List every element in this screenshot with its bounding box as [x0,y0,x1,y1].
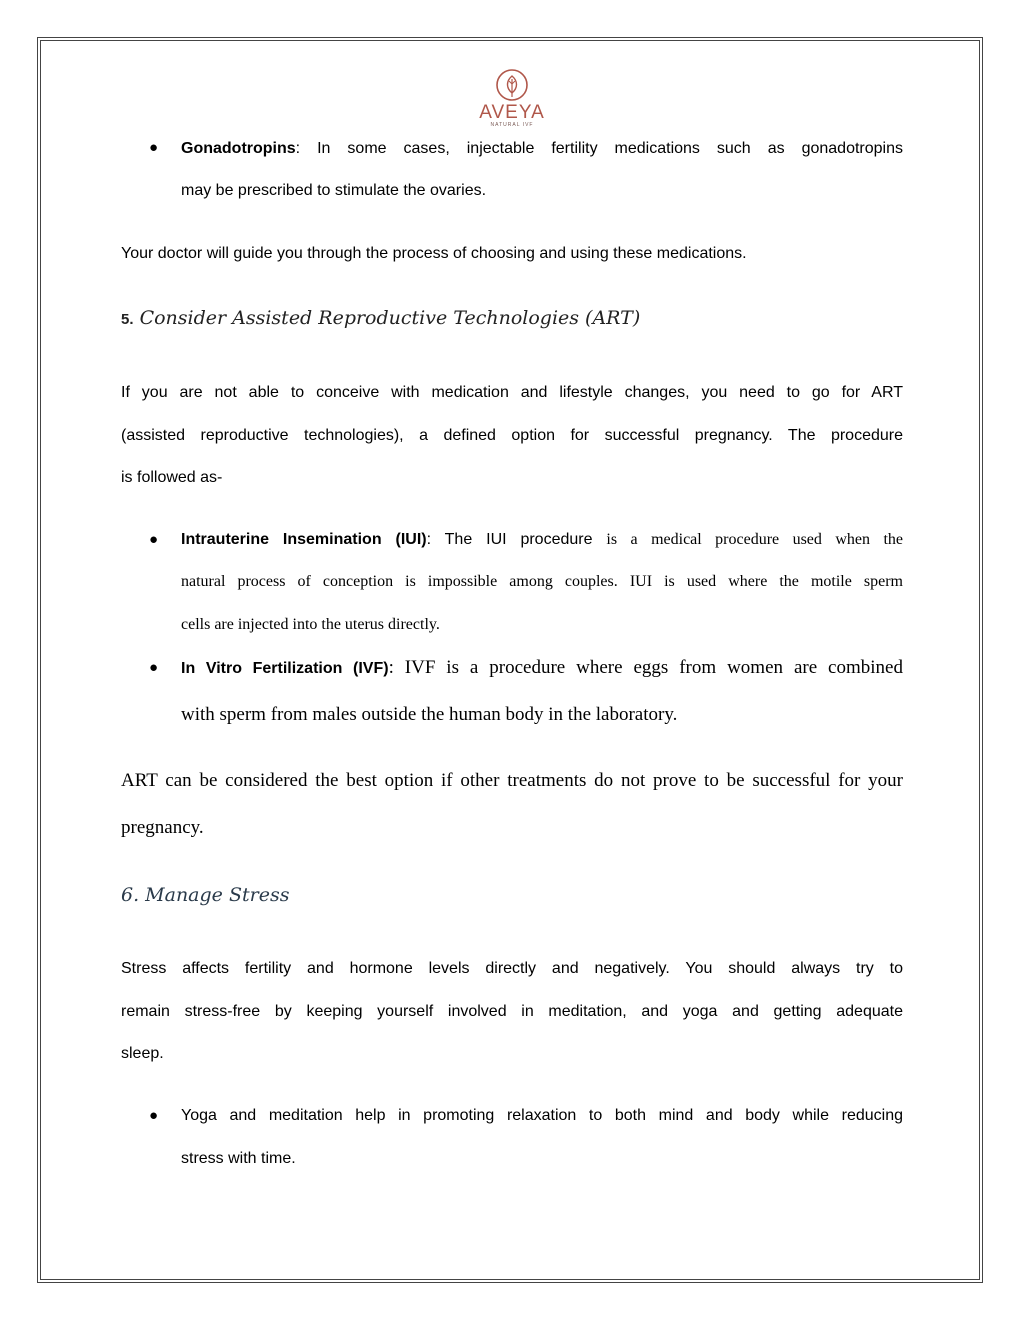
iui-serif-part: is a medical procedure used when the [606,531,904,548]
bullet-gonadotropins: ● [149,139,159,156]
bullet-iui: ● [149,531,159,548]
doctor-note: Your doctor will guide you through the process of choosing and using these medications. [121,245,747,262]
art-note-line-1: ART can be considered the best option if other treatments do not prove to be successful for your [121,770,903,791]
section-6-para-line-3: sleep. [121,1045,164,1062]
section-6-heading: 6. Manage Stress [121,884,290,906]
aveya-logo [470,68,554,130]
section-6-para-line-1: Stress affects fertility and hormone levels directly and negatively. You should always try to [121,960,903,977]
art-note-line-2: pregnancy. [121,817,204,838]
section-5-para-line-1: If you are not able to conceive with medication and lifestyle changes, you need to go for ART [121,384,903,401]
leaf-circle-icon [495,68,529,102]
section-5-para-line-3: is followed as- [121,469,223,486]
section-5-title: Consider Assisted Reproductive Technologies (ART) [139,307,641,329]
iui-line-1 [181,531,903,549]
iui-term: Intrauterine Insemination (IUI) [181,531,427,548]
ivf-text: : IVF is a procedure where eggs from women are combined [388,657,903,678]
bullet-ivf: ● [149,659,159,676]
gonadotropins-line-2: may be prescribed to stimulate the ovaries. [181,182,487,199]
section-5-para-line-2: (assisted reproductive technologies), a defined option for successful pregnancy. The procedure [121,427,903,444]
logo-tagline: NATURAL IVF [490,122,534,128]
ivf-line-1 [181,657,903,679]
yoga-line-1: Yoga and meditation help in promoting relaxation to both mind and body while reducing [181,1107,903,1124]
logo-brand: AVEYA [479,102,545,123]
section-5-number: 5. [121,311,134,328]
iui-sans-part: The IUI procedure [431,531,607,548]
bullet-yoga: ● [149,1107,159,1124]
ivf-term: In Vitro Fertilization (IVF) [181,660,389,677]
iui-line-2: natural process of conception is impossible among couples. IUI is used where the motile sperm [181,573,903,590]
yoga-line-2: stress with time. [181,1150,296,1167]
iui-colon: : [426,531,432,548]
section-5-heading [121,307,640,329]
ivf-line-2: with sperm from males outside the human body in the laboratory. [181,704,678,725]
iui-line-3: cells are injected into the uterus directly. [181,616,440,633]
gonadotropins-line-1 [181,140,903,158]
gonadotropins-term: Gonadotropins [181,140,296,157]
section-6-para-line-2: remain stress-free by keeping yourself involved in meditation, and yoga and getting adequate [121,1003,903,1020]
gonadotropins-text: : In some cases, injectable fertility medications such as gonadotropins [295,140,903,157]
